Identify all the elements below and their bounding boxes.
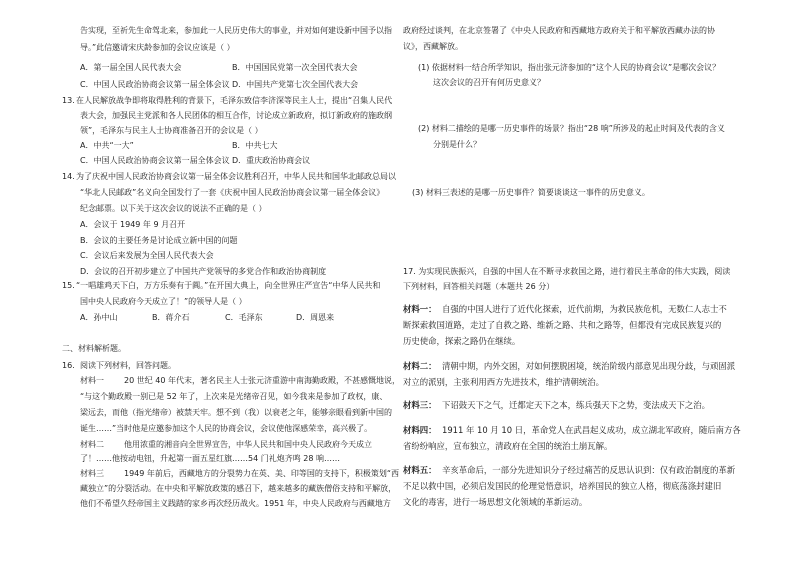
q12-option-d: D．中国共产党第七次全国代表大会 [232,80,359,89]
q12-option-c: C．中国人民政治协商会议第一届全体会议 [80,80,230,89]
q17-material2-line: 清朝中期，内外交困，对如何摆脱困境，统治阶级内部意见出现分歧，与顽固派 [442,361,736,371]
q16-material2-line: 他用浓重的湘音向全世界宣告，中华人民共和国中央人民政府今天成立 [124,440,372,449]
section-title: 二、材料解析题。 [62,344,126,353]
q17-stem-line: 17. 为实现民族振兴，自强的中国人在不断寻求救国之路，进行着民主革命的伟大实践，阅读 [403,267,731,276]
q16-material1-label: 材料一 [80,376,104,385]
q16-material2-line: 了！……他按动电钮，升起第一面五星红旗……54 门礼炮齐鸣 28 响…… [80,454,340,463]
q14-option-a: A．会议于 1949 年 9 月召开 [80,220,186,229]
q15-stem-line: “一唱雄鸡天下白，万方乐奏有于阗。”在开国大典上，向全世界庄严宣告“中华人民共和 [76,281,381,290]
q17-material1-line: 断探索救国道路，走过了自救之路、维新之路、共和之路等，但都没有完成民族复兴的 [403,320,722,330]
q16-material1-line: “与这个勤政殿一别已是 52 年了，上次来是光绪帝召见，如今我来是参加了政权，康、 [80,392,388,401]
q13-option-c: C．中国人民政治协商会议第一届全体会议 [80,156,230,165]
q15-number: 15. [62,281,75,290]
q13-option-b: B．中共七大 [232,141,278,150]
q13-number: 13. [62,96,75,105]
q16-intro: 阅读下列材料，回答问题。 [80,361,176,370]
q16-sub-question-2: 分别是什么？ [433,140,481,149]
q13-option-a: A．中共“一大” [80,141,134,150]
q13-stem-line: 表大会，加强民主党派和各人民团体的相互合作，讨论成立新政府，拟订新政府的施政纲 [80,111,392,120]
q17-material4-label: 材料四： [403,425,437,435]
q17-material2-line: 对立的派别，主张利用西方先进技术，维护清朝统治。 [403,377,604,387]
q15-option-b: B．蒋介石 [152,313,190,322]
q12-stem-line: 导。”此信邀请宋庆龄参加的会议应该是（ ） [80,43,235,52]
q17-material5-line: 文化的毒害，进行一场思想文化领域的革新运动。 [403,497,588,507]
q16-material2-label: 材料二 [80,440,104,449]
q16-material1-line: 梁远去，而他（指光绪帝）被禁天牢。想不到（我）以衰老之年，能够亲眼看到新中国的 [80,408,392,417]
q15-option-d: D．周恩来 [296,313,335,322]
q17-material5-line: 不足以救中国，必须启发国民的伦理觉悟意识，培养国民的独立人格，彻底荡涤封建旧 [403,481,722,491]
q14-stem-line: 纪念邮票。以下关于这次会议的说法不正确的是（ ） [80,204,267,213]
q16-material3-continuation: 政府经过谈判，在北京签署了《中央人民政府和西藏地方政府关于和平解放西藏办法的协 [403,26,715,35]
q16-material3-label: 材料三 [80,469,104,478]
q17-material5-line: 辛亥革命后，一部分先进知识分子经过痛苦的反思认识到：仅有政治制度的革新 [442,465,736,475]
q12-option-a: A．第一届全国人民代表大会 [80,63,182,72]
q17-material3-label: 材料三： [403,400,437,410]
q16-sub-question-2: (2) 材料二描绘的是哪一历史事件的场景？指出“28 响”所涉及的起止时间及代表的含义 [418,124,725,133]
q16-material3-line: 他们不希望久经帝国主义践踏的家乡再次经历战火。1951 年，中央人民政府与西藏地方 [80,499,391,508]
q17-material1-line: 自强的中国人进行了近代化探索，近代前期，为救民族危机，无数仁人志士不 [442,304,727,314]
q16-sub-question-1: (1) 依据材料一结合所学知识，指出张元济参加的“这个人民的协商会议”是哪次会议？ [418,63,721,72]
q15-stem-line: 国中央人民政府今天成立了！”的领导人是（ ） [80,297,247,306]
q12-stem-line: 告实现，至祈先生命驾北来，参加此一人民历史伟大的事业，并对如何建设新中国予以指 [80,26,392,35]
q14-stem-line: “华北人民邮政”名义向全国发行了一套《庆祝中国人民政治协商会议第一届全体会议》 [80,188,385,197]
q17-material4-line: 省纷纷响应，宣布独立，清政府在全国的统治土崩瓦解。 [403,441,613,451]
q13-stem-line: 领”，毛泽东与民主人士协商准备召开的会议是（ ） [80,126,263,135]
q15-option-a: A．孙中山 [80,313,118,322]
q13-option-d: D．重庆政治协商会议 [232,156,311,165]
q16-material1-line: 诞生……”当时他是应邀参加这个人民的协商会议，会议使他深感荣幸，高兴极了。 [80,424,373,433]
q16-sub-question-1: 这次会议的召开有何历史意义？ [433,78,545,87]
q14-number: 14. [62,172,75,181]
q12-option-b: B．中国国民党第一次全国代表大会 [232,63,358,72]
q13-stem-line: 在人民解放战争即将取得胜利的背景下，毛泽东致信李济深等民主人士，提出“召集人民代 [76,96,393,105]
q14-option-c: C．会议后来发展为全国人民代表大会 [80,251,214,260]
q14-stem-line: 为了庆祝中国人民政治协商会议第一届全体会议胜利召开，中华人民共和国华北邮政总局以 [76,172,396,181]
q17-stem-line: 下列材料，回答相关问题（本题共 26 分） [403,282,555,291]
q17-material4-line: 1911 年 10 月 10 日，革命党人在武昌起义成功，成立湖北军政府，随后南方各 [442,425,741,435]
q16-number: 16. [62,361,75,370]
q16-material3-continuation: 议》，西藏解放。 [403,42,463,51]
q17-material1-label: 材料一： [403,304,437,314]
q14-option-d: D．会议的召开初步建立了中国共产党领导的多党合作和政治协商制度 [80,267,327,276]
q17-material1-line: 历史使命，探索之路仍在继续。 [403,336,521,346]
q17-material2-label: 材料二： [403,361,437,371]
q17-material3-line: 下诏鼓天下之气，迁都定天下之本，练兵强天下之势，变法成天下之治。 [442,400,710,410]
q16-sub-question-3: (3) 材料三表述的是哪一历史事件？简要谈谈这一事件的历史意义。 [412,188,650,197]
q17-material5-label: 材料五： [403,465,437,475]
q14-option-b: B．会议的主要任务是讨论成立新中国的问题 [80,236,238,245]
q16-material3-line: 1949 年前后，西藏地方的分裂势力在英、美、印等国的支持下，积极策划“西 [124,469,400,478]
q16-material3-line: 藏独立”的分裂活动。在中央和平解放政策的感召下，越来越多的藏族僧俗支持和平解放， [80,484,397,493]
q16-material1-line: 20 世纪 40 年代末，著名民主人士张元济重游中南海勤政殿，不甚感慨地说， [124,376,400,385]
q15-option-c: C．毛泽东 [225,313,263,322]
